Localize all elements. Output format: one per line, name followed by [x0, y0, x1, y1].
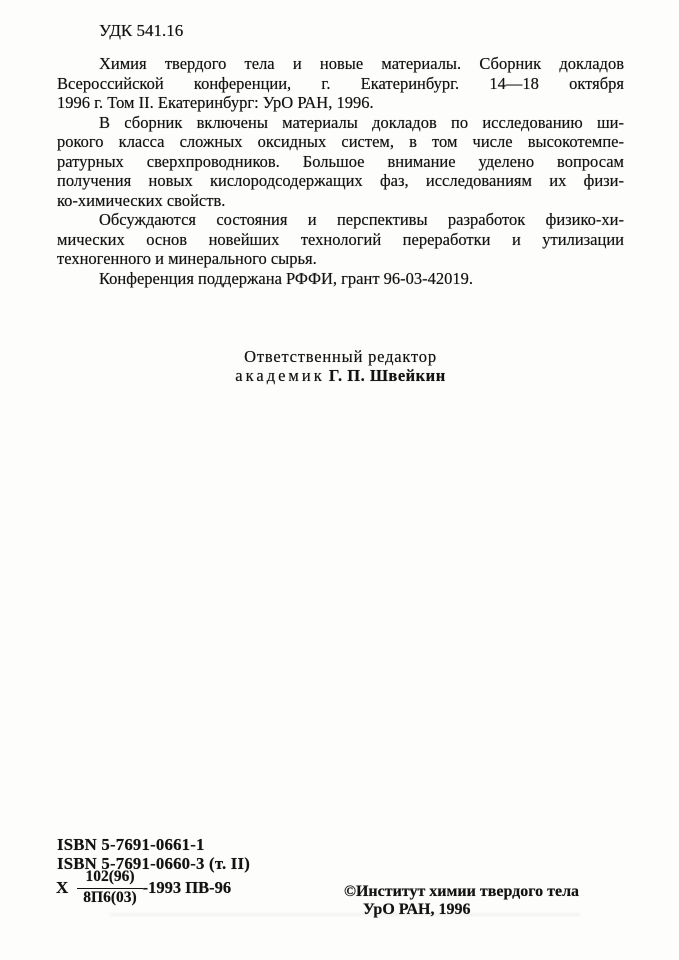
bibliographic-line: Всероссийской конференции, г. Екатеринбург. 14—18 октября: [57, 73, 624, 93]
classification-mark: [56, 869, 231, 906]
copyright-institute: ©Институт химии твердого тела: [344, 883, 580, 900]
grant-line: Конференция поддержана РФФИ, грант 96-03-42019.: [99, 268, 474, 288]
abstract-line: ратурных сверхпроводников. Большое внимание уделено вопросам: [57, 151, 624, 171]
abstract-line: Обсуждаются состояния и перспективы разработок физико-хи-: [99, 210, 624, 229]
isbn-line-1: ISBN 5-7691-0661-1: [57, 835, 205, 854]
abstract-line: техногенного и минерального сырья.: [57, 249, 317, 268]
annotation-text-block: [57, 54, 624, 288]
classification-fraction: [77, 869, 142, 906]
fraction-denominator: 8П6(03): [83, 888, 137, 906]
editor-rank: академик: [235, 366, 325, 385]
abstract-line: получения новых кислородсодержащих фаз, исследованиям их физи-: [57, 171, 624, 190]
editor-name-line: [57, 366, 624, 385]
fraction-numerator: 102(96): [77, 869, 142, 889]
classification-prefix: X: [56, 877, 69, 897]
udc-number: УДК 541.16: [99, 21, 184, 40]
abstract-line: мических основ новейших технологий переработки и утилизации: [57, 229, 624, 249]
responsible-editor-label: Ответственный редактор: [244, 347, 437, 366]
responsible-editor-block: [57, 347, 624, 385]
bibliographic-line: 1996 г. Том II. Екатеринбург: УрО РАН, 1996.: [57, 93, 374, 112]
catalog-code: -1993 ПВ-96: [142, 877, 232, 897]
scan-smudge: [110, 913, 580, 916]
bibliographic-line: Химия твердого тела и новые материалы. Сборник докладов: [99, 54, 624, 73]
abstract-line: В сборник включены материалы докладов по исследованию ши-: [99, 112, 624, 132]
editor-name: Г. П. Швейкин: [328, 366, 446, 385]
abstract-line: рокого класса сложных оксидных систем, в том числе высокотемпе-: [57, 132, 624, 151]
copyright-year-line: УрО РАН, 1996: [363, 900, 471, 918]
isbn-line-2: ISBN 5-7691-0660-3 (т. II): [57, 853, 251, 873]
abstract-line: ко-химических свойств.: [57, 190, 226, 210]
